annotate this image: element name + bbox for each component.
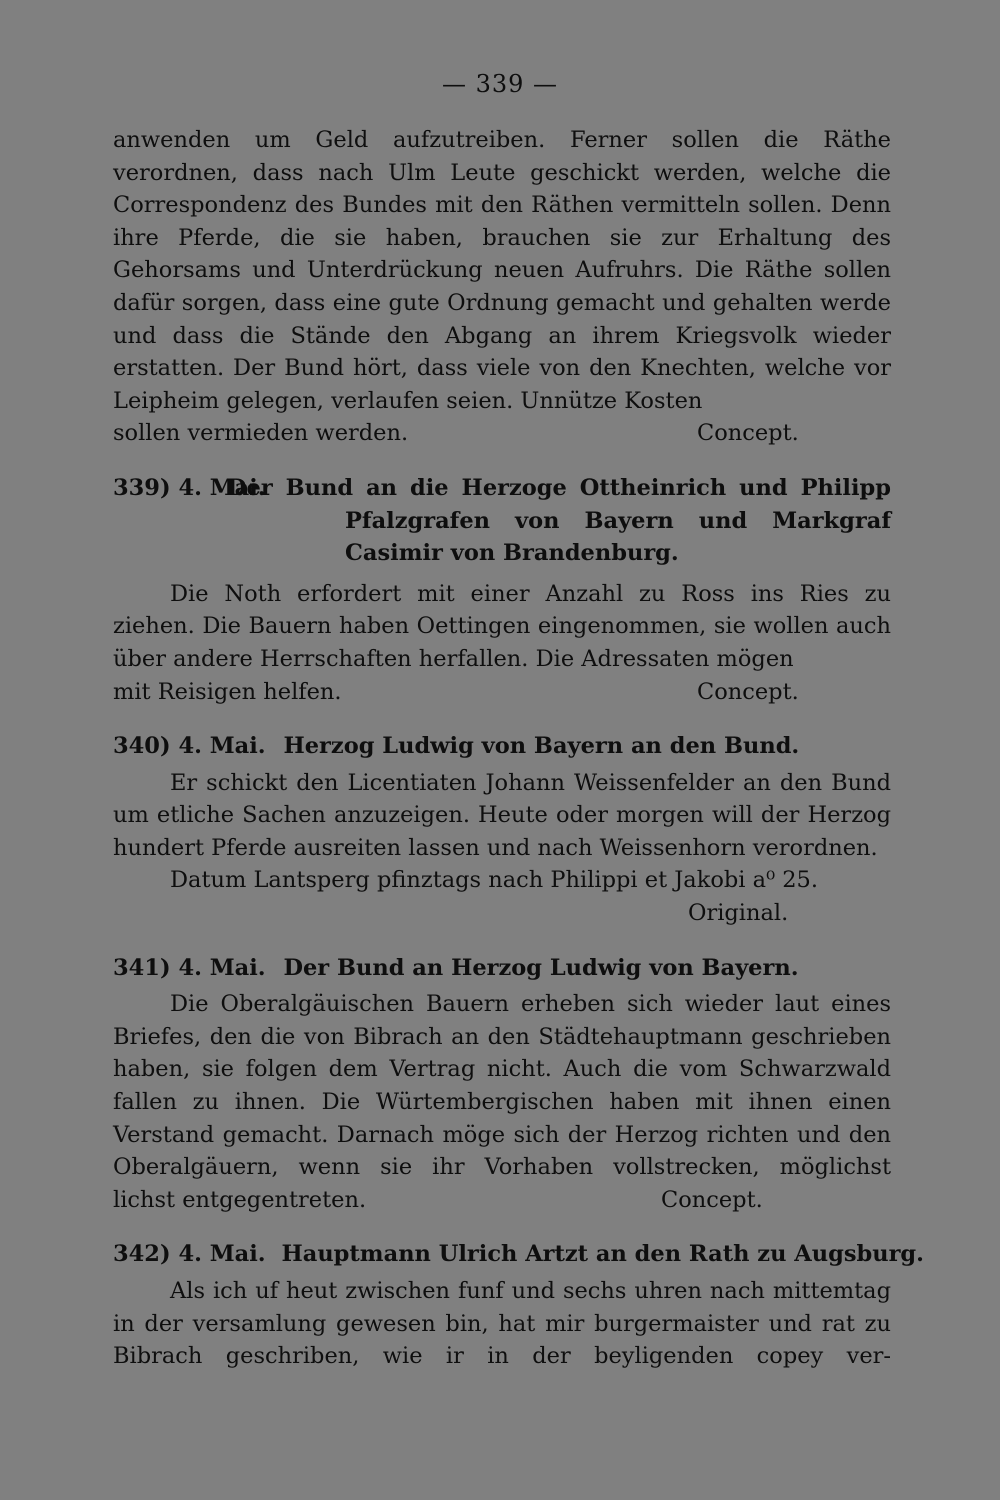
source-note: Concept.	[697, 420, 799, 447]
source-line	[113, 897, 891, 930]
source-note: Concept.	[661, 1186, 763, 1213]
entry-340	[113, 730, 891, 930]
entry-number: 339) 4. Mai.	[113, 474, 266, 501]
entry-title: Herzog Ludwig von Bayern an den Bund.	[283, 733, 800, 760]
entry-341	[113, 952, 891, 1217]
entry-number: 341) 4. Mai.	[113, 954, 266, 981]
entry-number: 342) 4. Mai.	[113, 1241, 266, 1268]
entry-body: Die Oberalgäuischen Bauern erheben sich wieder laut eines Briefes, den die von Bibrach an den Städtehauptmann geschrieben haben, sie folgen dem Vertrag nicht. Auch die vom Schwarzwald fallen zu ihnen. Die Würtembergischen haben mit ihnen einen Verstand gemacht. Darnach möge sich der Herzog richten und den Oberalgäuern, wenn sie ihr Vorhaben vollstrecken, möglichst	[113, 991, 891, 1181]
entry-body: Als ich uf heut zwischen funf und sechs uhren nach mittemtag in der versamlung gewesen bin, hat mir burgermaister und rat zu Bibrach geschriben, wie ir in der beyligenden copey ver-	[113, 1278, 891, 1370]
entry-heading	[113, 730, 891, 763]
entry-title: Der Bund an die Herzoge Ottheinrich und Philipp Pfalzgrafen von Bayern und Markgraf Casimir von Brandenburg.	[227, 474, 891, 567]
entry-body: Er schickt den Licentiaten Johann Weissenfelder an den Bund um etliche Sachen anzuzeigen. Heute oder morgen will der Herzog hundert Pferde ausreiten lassen und nach Weissenhorn verordnen.	[113, 769, 891, 861]
page-body	[113, 124, 924, 1373]
source-line	[113, 417, 891, 450]
source-note: Concept.	[697, 678, 799, 705]
source-line	[113, 1184, 891, 1217]
entry-dateline: Datum Lantsperg pfinztags nach Philippi et Jakobi a⁰ 25.	[170, 867, 819, 894]
entry-body: Die Noth erfordert mit einer Anzahl zu Ross ins Ries zu ziehen. Die Bauern haben Oettingen eingenommen, sie wollen auch über andere Herrschaften herfallen. Die Adressaten mögen	[113, 580, 891, 672]
entry-number: 340) 4. Mai.	[113, 733, 266, 760]
entry-heading	[113, 472, 891, 570]
page-number: — 339 —	[441, 70, 559, 98]
entry-342	[113, 1238, 924, 1372]
paragraph-last-line: lichst entgegentreten.	[113, 1186, 367, 1213]
entry-339	[113, 472, 891, 708]
entry-title: Der Bund an Herzog Ludwig von Bayern.	[283, 954, 799, 981]
continuation-paragraph: anwenden um Geld aufzutreiben. Ferner sollen die Räthe verordnen, dass nach Ulm Leute geschickt werden, welche die Correspondenz des Bundes mit den Räthen vermitteln sollen. Denn ihre Pferde, die sie haben, brauchen sie zur Erhaltung des Gehorsams und Unterdrückung neuen Aufruhrs. Die Räthe sollen dafür sorgen, dass eine gute Ordnung gemacht und gehalten werde und dass die Stände den Abgang an ihrem Kriegsvolk wieder erstatten. Der Bund hört, dass viele von den Knechten, welche vor Leipheim gelegen, verlaufen seien. Unnütze Kosten	[113, 127, 891, 414]
entry-heading	[113, 1238, 924, 1271]
source-note: Original.	[688, 900, 789, 927]
entry-heading	[113, 952, 891, 985]
source-line	[113, 676, 891, 709]
paragraph-last-line: sollen vermieden werden.	[113, 420, 409, 447]
entry-title: Hauptmann Ulrich Artzt an den Rath zu Augsburg.	[281, 1241, 924, 1268]
paragraph-last-line: mit Reisigen helfen.	[113, 678, 342, 705]
